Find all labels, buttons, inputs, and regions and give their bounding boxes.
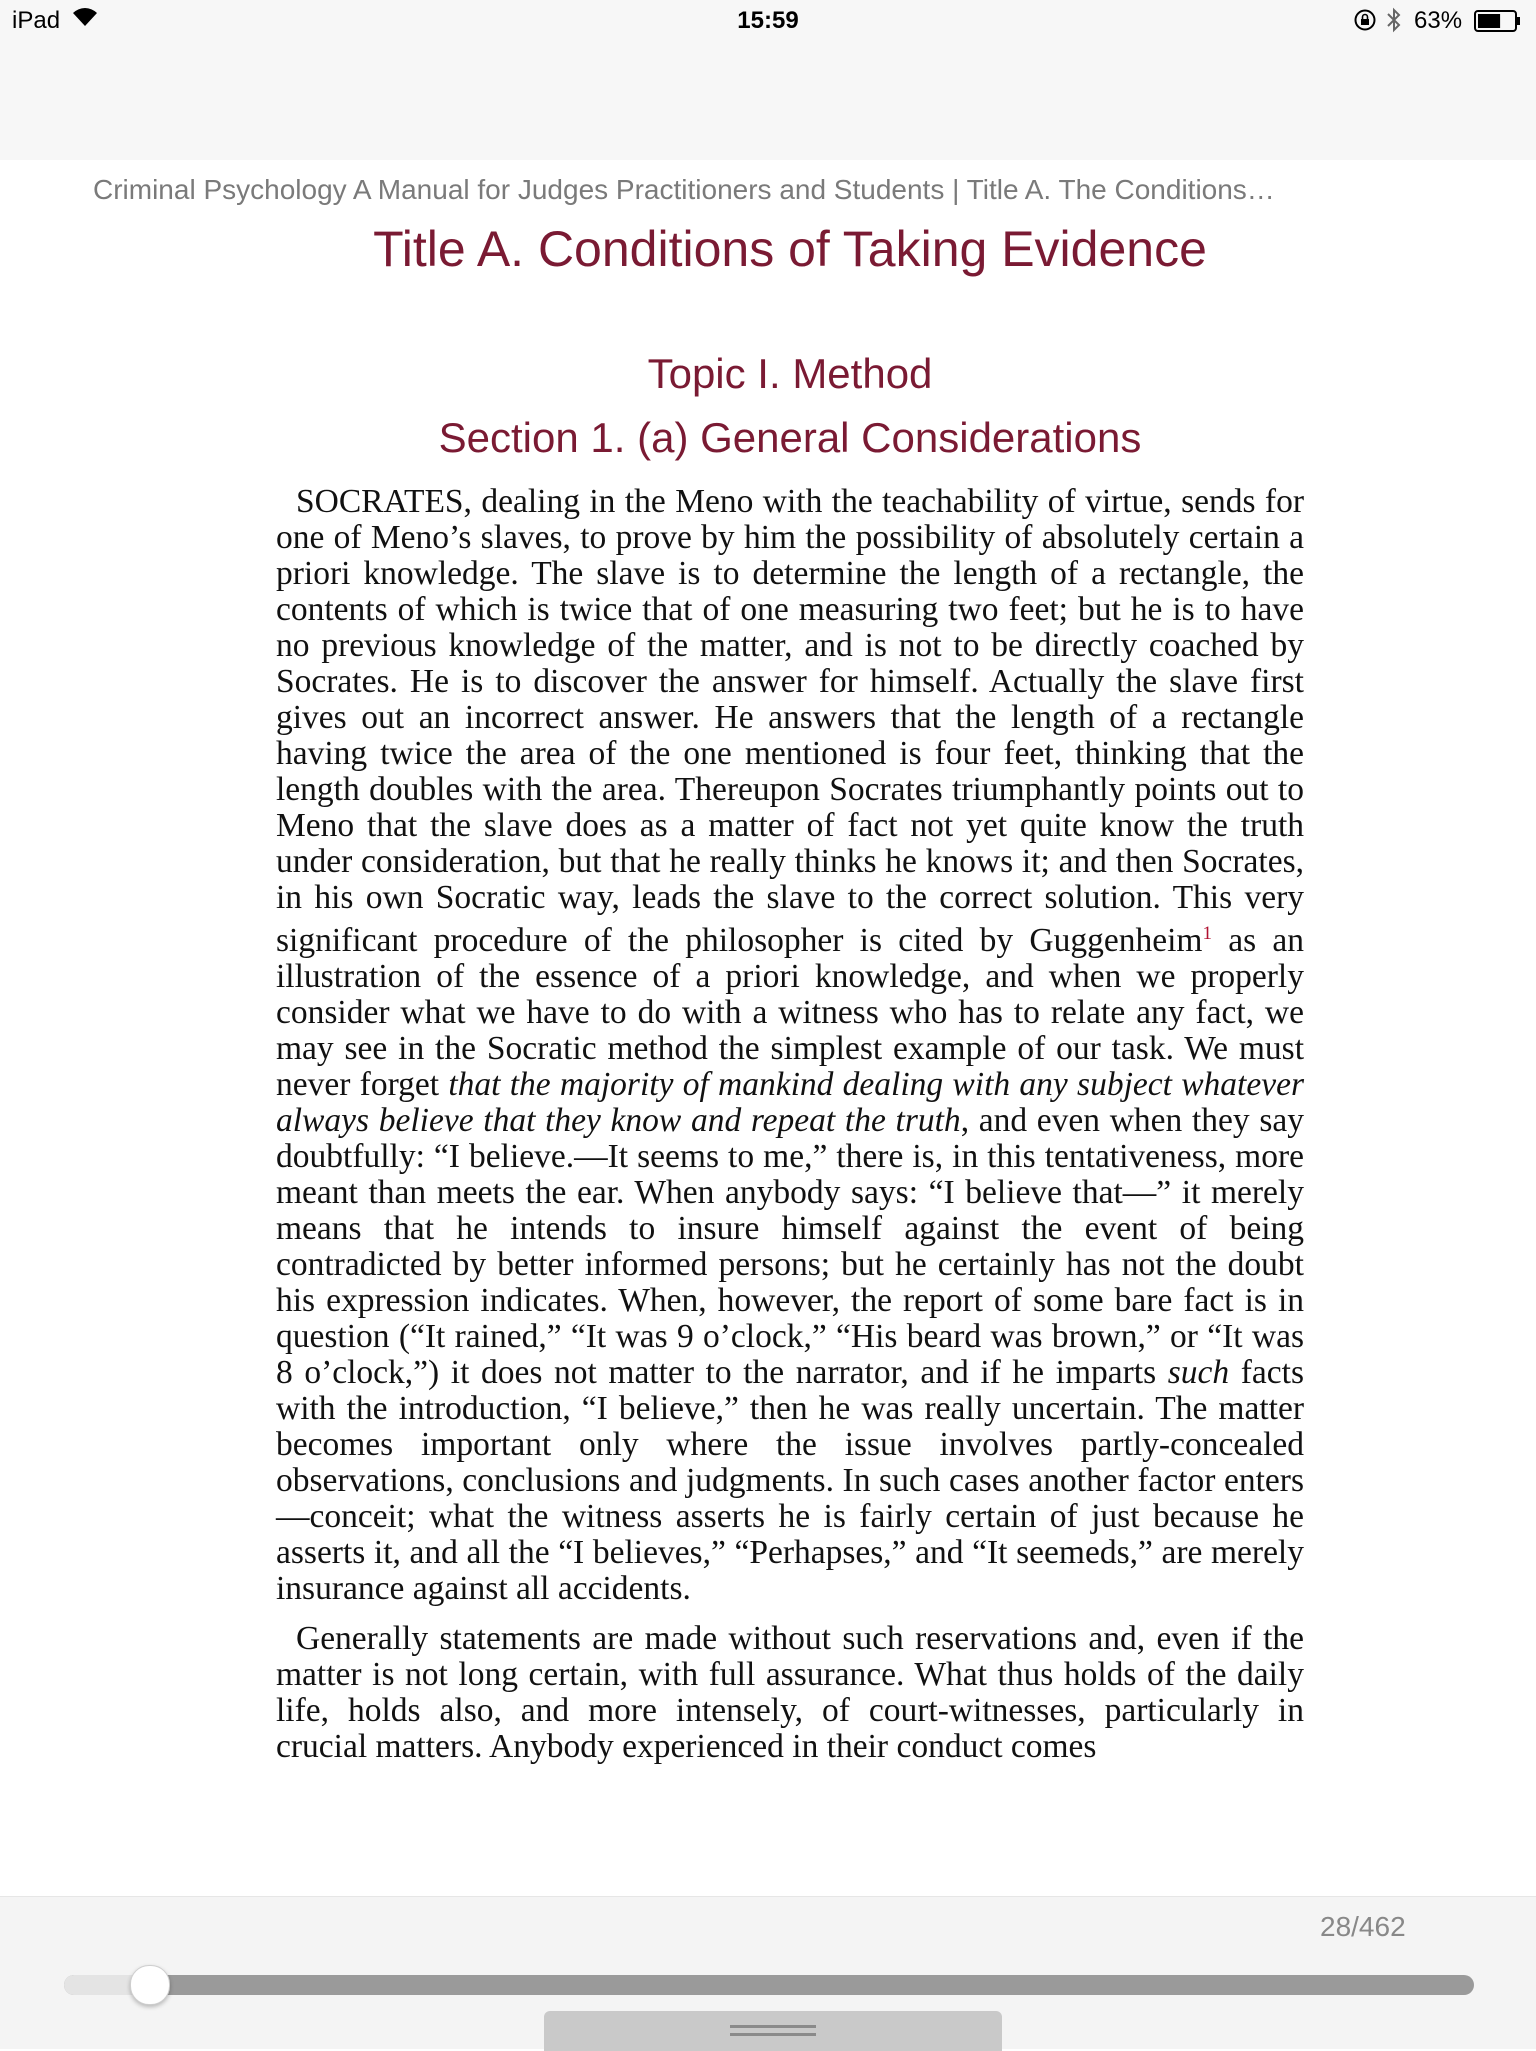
grip-line: [730, 2033, 816, 2036]
rotation-lock-icon: [1354, 9, 1376, 31]
paragraph: Generally statements are made without such reservations and, even if the matter is not long certain, with full assurance. What thus holds of the daily life, holds also, and more intensely, of court-witnesses, particularly in crucial matters. Anybody experienced in their conduct comes: [276, 1620, 1304, 1766]
grip-line: [730, 2025, 816, 2028]
page-slider-track[interactable]: [64, 1975, 1474, 1995]
chapter-title: Title A. Conditions of Taking Evidence: [373, 221, 1207, 277]
running-header: Criminal Psychology A Manual for Judges Practitioners and Students | Title A. The Conditions…: [93, 174, 1275, 205]
battery-icon: [1474, 9, 1522, 33]
bottom-bar: [0, 1896, 1536, 2049]
bluetooth-icon: [1386, 7, 1402, 33]
reader-toolbar: [0, 44, 1536, 160]
paragraph: SOCRATES, dealing in the Meno with the teachability of virtue, sends for one of Meno’s slaves, to prove by him the possibility of absolutely certain a priori knowledge. The slave is to determine the length of a rectangle, the contents of which is twice that of one measuring two feet; but he is to have no previous knowledge of the matter, and is not to be directly coached by Socrates. He is to discover the answer for himself. Actually the slave first gives out an incorrect answer. He answers that the length of a rectangle having twice the area of the one mentioned is four feet, thinking that the length doubles with the area. Thereupon Socrates triumphantly points out to Meno that the slave does as a matter of fact not yet quite know the truth under consideration, but that he really thinks he knows it; and then Socrates, in his own Socratic way, leads the slave to the correct solution. This very significant procedure of the philosopher is cited by Guggenheim$^1$ as an illustration of the essence of a priori knowledge, and when we properly consider what we have to do with a witness who has to relate any fact, we may see in the Socratic method the simplest example of our task. We must never forget that the majority of mankind dealing with any subject whatever always believe that they know and repeat the truth, and even when they say doubtfully: “I believe.—It seems to me,” there is, in this tentativeness, more meant than meets the ear. When anybody says: “I believe that—” it merely means that he intends to insure himself against the event of being contradicted by better informed persons; but he certainly has not the doubt his expression indicates. When, however, the report of some bare fact is in question (“It rained,” “It was 9 o’clock,” “His beard was brown,” or “It was 8 o’clock,”) it does not matter to the narrator, and if he imparts such facts with the introduction, “I believe,” then he was really uncertain. The matter becomes important only where the issue involves partly-concealed observations, conclusions and judgments. In such cases another factor enters—conceit; what the witness asserts he is fairly certain of just because he asserts it, and all the “I believes,” “Perhapses,” and “It seemeds,” are merely insurance against all accidents.: [276, 483, 1305, 1608]
clock: 15:59: [737, 7, 799, 34]
page-slider-thumb[interactable]: [130, 1965, 170, 2005]
device-name: iPad: [12, 7, 61, 34]
panel-handle[interactable]: [544, 2011, 1002, 2051]
topic-heading: Topic I. Method: [647, 350, 933, 397]
footnote-link[interactable]: 1: [1202, 923, 1212, 944]
body-text: [276, 484, 1304, 1779]
page-indicator: 28/462: [1320, 1911, 1406, 1942]
battery-percent: 63%: [1414, 7, 1463, 34]
section-heading: Section 1. (a) General Considerations: [438, 414, 1142, 461]
status-bar: [0, 0, 1536, 44]
book-page: [0, 160, 1536, 1896]
